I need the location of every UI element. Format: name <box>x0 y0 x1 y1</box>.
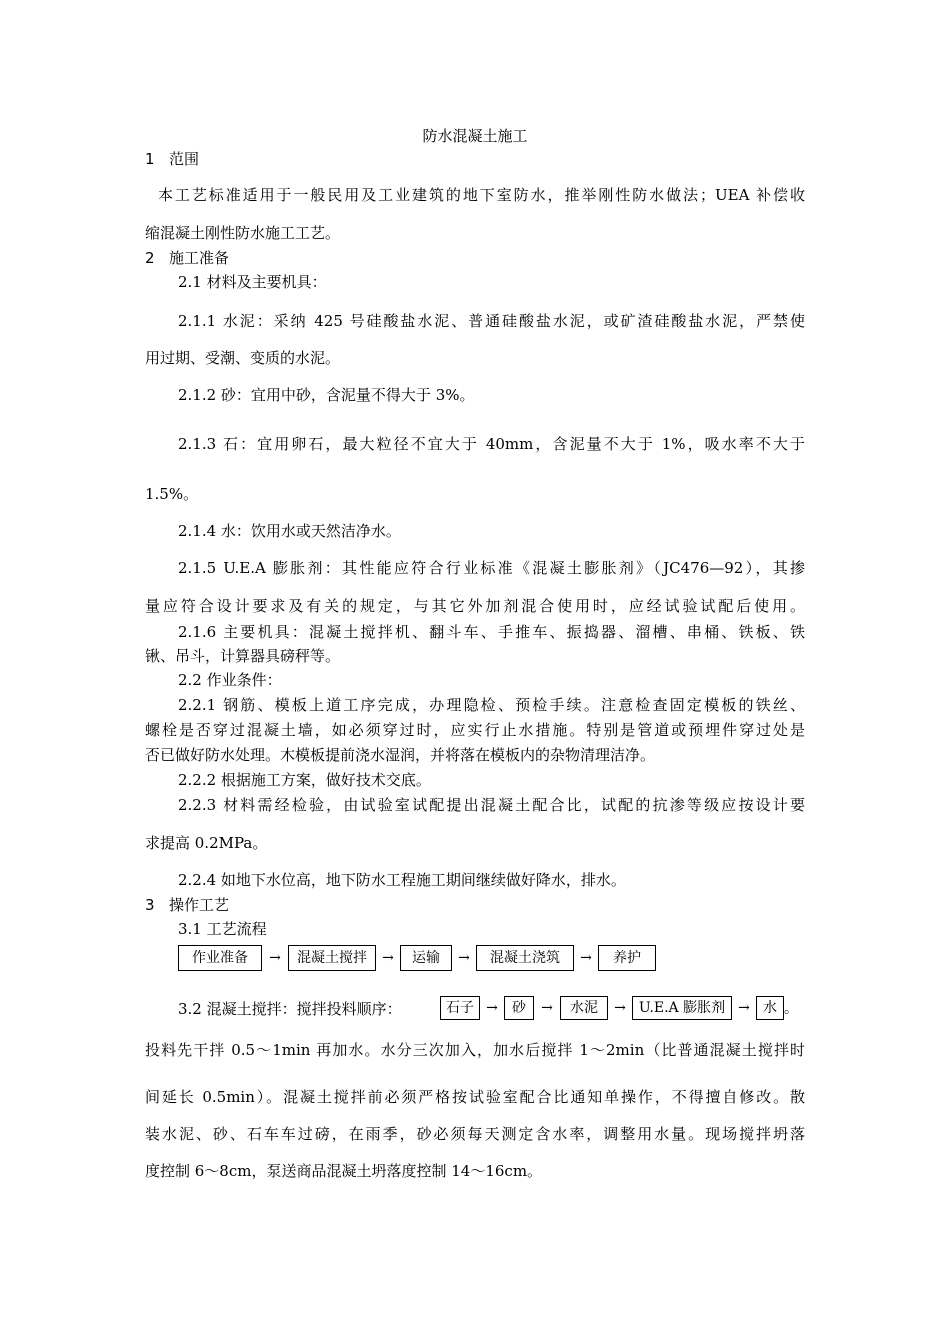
section-2-heading <box>145 248 229 268</box>
arrow-right-icon: → <box>458 950 470 966</box>
arrow-right-icon: → <box>614 1000 626 1016</box>
section-3-heading <box>145 895 229 915</box>
subsection-heading: 2.2 作业条件： <box>178 671 282 689</box>
section-number: 1 <box>145 150 155 168</box>
document-title: 防水混凝土施工 <box>422 127 528 145</box>
paragraph-line: 2.1.1 水泥：采纳 425 号硅酸盐水泥、普通硅酸盐水泥，或矿渣硅酸盐水泥，严禁使 <box>178 312 805 330</box>
flow-step: 养护 <box>598 945 656 971</box>
paragraph-line: 2.2.3 材料需经检验，由试验室试配提出混凝土配合比，试配的抗渗等级应按设计要 <box>178 796 805 814</box>
arrow-right-icon: → <box>738 1000 750 1016</box>
flow-step: 混凝土搅拌 <box>288 945 376 971</box>
paragraph-line: 本工艺标准适用于一般民用及工业建筑的地下室防水，推举刚性防水做法；UEA 补偿收 <box>158 186 805 204</box>
paragraph-line: 求提高 0.2MPa。 <box>145 834 268 852</box>
flow-step: 混凝土浇筑 <box>476 945 574 971</box>
paragraph-line: 2.2.1 钢筋、模板上道工序完成，办理隐检、预检手续。注意检查固定模板的铁丝、 <box>178 696 805 714</box>
subsection-heading: 2.1 材料及主要机具： <box>178 273 327 291</box>
paragraph-line: 度控制 6～8cm，泵送商品混凝土坍落度控制 14～16cm。 <box>145 1162 543 1180</box>
paragraph-line: 2.1.2 砂：宜用中砂，含泥量不得大于 3%。 <box>178 386 475 404</box>
arrow-right-icon: → <box>486 1000 498 1016</box>
section-number: 2 <box>145 249 155 267</box>
arrow-right-icon: → <box>541 1000 553 1016</box>
paragraph-line: 缩混凝土刚性防水施工工艺。 <box>145 224 341 242</box>
paragraph-line: 2.1.5 U.E.A 膨胀剂：其性能应符合行业标准《混凝土膨胀剂》（JC476—92），其掺 <box>178 559 805 577</box>
paragraph-line: 间延长 0.5min）。混凝土搅拌前必须严格按试验室配合比通知单操作，不得擅自修改。散 <box>145 1088 805 1106</box>
section-title: 操作工艺 <box>169 896 230 914</box>
paragraph-line: 用过期、受潮、变质的水泥。 <box>145 349 341 367</box>
flow-step: 运输 <box>400 945 452 971</box>
order-step: 砂 <box>504 996 534 1020</box>
full-stop: 。 <box>784 1001 798 1017</box>
paragraph-line: 锹、吊斗，计算器具磅秤等。 <box>145 647 341 665</box>
order-step: 石子 <box>440 996 480 1020</box>
paragraph-line: 2.1.4 水：饮用水或天然洁净水。 <box>178 522 401 540</box>
paragraph-line: 装水泥、砂、石车车过磅，在雨季，砂必须每天测定含水率，调整用水量。现场搅拌坍落 <box>145 1125 805 1143</box>
mixing-order-line <box>178 996 798 1020</box>
section-number: 3 <box>145 896 155 914</box>
arrow-right-icon: → <box>382 950 394 966</box>
paragraph-lead: 3.2 混凝土搅拌：搅拌投料顺序： <box>178 999 402 1018</box>
paragraph-line: 1.5%。 <box>145 485 199 503</box>
order-step: 水 <box>756 996 784 1020</box>
paragraph-line: 量应符合设计要求及有关的规定，与其它外加剂混合使用时，应经试验试配后使用。 <box>145 597 805 615</box>
process-flow <box>178 945 656 971</box>
paragraph-line: 2.2.2 根据施工方案，做好技术交底。 <box>178 771 431 789</box>
arrow-right-icon: → <box>580 950 592 966</box>
subsection-heading: 3.1 工艺流程 <box>178 920 267 938</box>
order-step: U.E.A 膨胀剂 <box>632 996 732 1020</box>
arrow-right-icon: → <box>269 950 281 966</box>
paragraph-line: 投料先干拌 0.5～1min 再加水。水分三次加入，加水后搅拌 1～2min（比普通混凝土搅拌时 <box>145 1041 805 1059</box>
paragraph-line: 螺栓是否穿过混凝土墙，如必须穿过时，应实行止水措施。特别是管道或预埋件穿过处是 <box>145 721 805 739</box>
section-title: 施工准备 <box>169 249 230 267</box>
flow-step: 作业准备 <box>178 945 262 971</box>
paragraph-line: 2.1.6 主要机具：混凝土搅拌机、翻斗车、手推车、振捣器、溜槽、串桶、铁板、铁 <box>178 623 805 641</box>
paragraph-line: 2.1.3 石：宜用卵石，最大粒径不宜大于 40mm，含泥量不大于 1%，吸水率不大于 <box>178 435 805 453</box>
section-title: 范围 <box>169 150 200 168</box>
paragraph-line: 2.2.4 如地下水位高，地下防水工程施工期间继续做好降水，排水。 <box>178 871 626 889</box>
section-1-heading <box>145 149 199 169</box>
paragraph-line: 否已做好防水处理。木模板提前浇水湿润，并将落在模板内的杂物清理洁净。 <box>145 746 656 764</box>
order-step: 水泥 <box>560 996 608 1020</box>
